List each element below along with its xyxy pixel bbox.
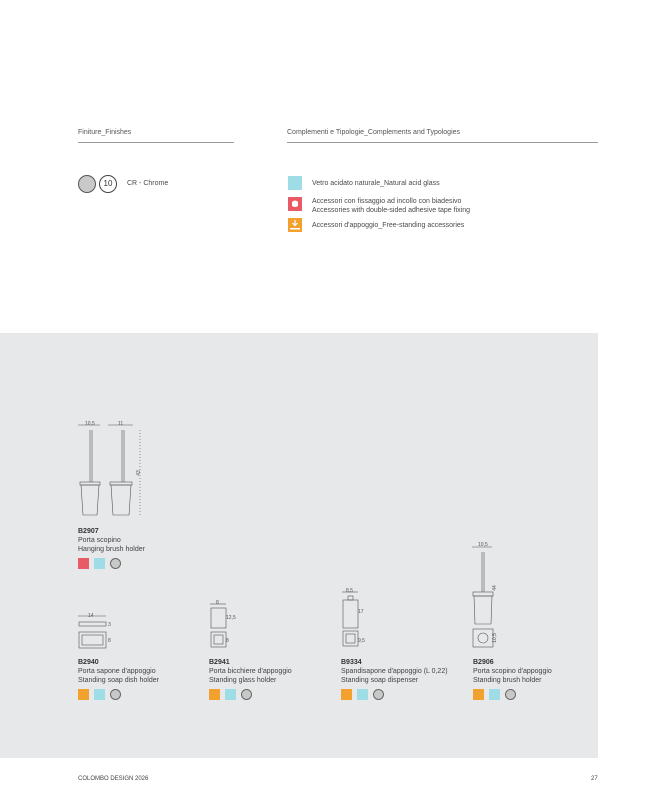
glass-square-icon: [94, 558, 105, 569]
chrome-swatch-icon: [110, 558, 121, 569]
free-standing-icon: [341, 689, 352, 700]
b2907-dim-c: 43: [135, 470, 142, 476]
b9334-code: B9334: [341, 659, 362, 666]
b2941-dim-b: 12,5: [226, 615, 236, 621]
b9334-dim-a: 8,5: [346, 588, 353, 594]
glass-square-icon: [94, 689, 105, 700]
chrome-swatch-icon: [505, 689, 516, 700]
b2941-dim-a: 8: [216, 600, 219, 606]
b2941-code: B2941: [209, 659, 230, 666]
b9334-name-en: Standing soap dispenser: [341, 676, 419, 684]
b2906-name-en: Standing brush holder: [473, 676, 542, 684]
free-standing-icon: [288, 218, 302, 232]
b2907-dim-b: 11: [118, 421, 124, 427]
b2906-desc: [473, 668, 552, 685]
b2940-dim-c: 8: [108, 638, 111, 644]
legend-adhesive-text-en: Accessories with double-sided adhesive tape fixing: [312, 206, 470, 214]
b2940-dim-b: 3: [108, 622, 111, 628]
b2907-code: B2907: [78, 528, 99, 535]
b2906-name-it: Porta scopino d'appoggio: [473, 668, 552, 675]
legend-glass-text: Vetro acidato naturale_Natural acid glass: [312, 180, 440, 187]
footer-brand: COLOMBO DESIGN 2026: [78, 776, 149, 782]
b2906-dim-c: 10,5: [491, 633, 498, 643]
chrome-swatch-icon: [110, 689, 121, 700]
finishes-rule: [78, 142, 234, 143]
finish-number-badge: 10: [99, 175, 117, 193]
b2906-code: B2906: [473, 659, 494, 666]
finishes-title: Finiture_Finishes: [78, 129, 132, 136]
glass-square-icon: [225, 689, 236, 700]
b2906-drawing: [470, 542, 510, 652]
chrome-swatch-icon: [373, 689, 384, 700]
finish-label: CR - Chrome: [127, 180, 169, 187]
b2941-name-it: Porta bicchiere d'appoggio: [209, 668, 292, 675]
glass-square-icon: [489, 689, 500, 700]
b2907-desc: [78, 537, 145, 554]
b2907-dim-a: 10,5: [85, 421, 95, 427]
b2906-dim-b: 44: [491, 585, 498, 591]
legend-adhesive-text: [312, 198, 470, 215]
chrome-swatch-icon: [78, 175, 96, 193]
b9334-dim-b: 17: [358, 609, 364, 615]
b9334-desc: [341, 668, 448, 685]
adhesive-icon: [288, 197, 302, 211]
b2941-dim-c: 8: [226, 638, 229, 644]
b9334-name-it: Spandisapone d'appoggio (L 0,22): [341, 668, 448, 675]
legend-adhesive-text-it: Accessori con fissaggio ad incollo con biadesivo: [312, 198, 462, 205]
b2907-name-it: Porta scopino: [78, 537, 121, 544]
page-number: 27: [591, 776, 598, 782]
b2940-name-en: Standing soap dish holder: [78, 676, 159, 684]
glass-square-icon: [357, 689, 368, 700]
b2906-dim-a: 10,5: [478, 542, 488, 548]
b2940-code: B2940: [78, 659, 99, 666]
chrome-swatch-icon: [241, 689, 252, 700]
complements-title: Complementi e Tipologie_Complements and Typologies: [287, 129, 461, 136]
b2940-dim-a: 14: [88, 613, 94, 619]
legend-free-standing-text: Accessori d'appoggio_Free-standing accessories: [312, 222, 465, 229]
b2940-desc: [78, 668, 159, 685]
b2941-desc: [209, 668, 292, 685]
b2940-drawing: [78, 612, 118, 652]
complements-rule: [287, 142, 598, 143]
free-standing-icon: [209, 689, 220, 700]
adhesive-icon: [78, 558, 89, 569]
free-standing-icon: [473, 689, 484, 700]
b2940-name-it: Porta sapone d'appoggio: [78, 668, 156, 675]
b2907-name-en: Hanging brush holder: [78, 545, 145, 553]
b2941-name-en: Standing glass holder: [209, 676, 277, 684]
glass-square-icon: [288, 176, 302, 190]
free-standing-icon: [78, 689, 89, 700]
b9334-dim-c: 9,5: [358, 638, 365, 644]
b2907-drawing: [78, 420, 158, 525]
